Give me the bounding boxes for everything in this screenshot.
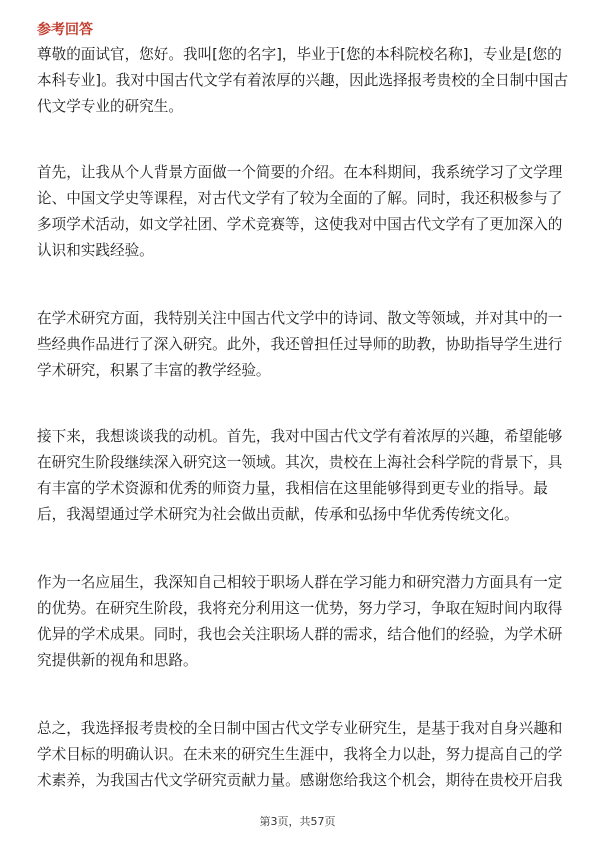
paragraph-line: 在学术研究方面，我特别关注中国古代文学中的诗词、散文等领域，并对其中的一 (37, 310, 563, 327)
paragraph-line: 优异的学术成果。同时，我也会关注职场人群的需求，结合他们的经验，为学术研 (37, 626, 563, 643)
paragraph-advantage (37, 570, 562, 674)
paragraph-line: 些经典作品进行了深入研究。此外，我还曾担任过导师的助教，协助指导学生进行 (37, 336, 563, 353)
paragraph-line: 认识和实践经验。 (37, 242, 154, 259)
paragraph-line: 论、中国文学史等课程，对古代文学有了较为全面的了解。同时，我还积极参与了 (37, 190, 563, 207)
paragraph-line: 术素养，为我国古代文学研究贡献力量。感谢您给我这个机会，期待在贵校开启我 (37, 772, 563, 789)
paragraph-motivation (37, 424, 562, 528)
section-heading: 参考回答 (37, 22, 93, 38)
paragraph-line: 究提供新的视角和思路。 (37, 652, 198, 669)
paragraph-line: 首先，让我从个人背景方面做一个简要的介绍。在本科期间，我系统学习了文学理 (37, 164, 563, 181)
paragraph-line: 学术目标的明确认识。在未来的研究生生涯中，我将全力以赴，努力提高自己的学 (37, 746, 563, 763)
paragraph-line: 后，我渴望通过学术研究为社会做出贡献，传承和弘扬中华优秀传统文化。 (37, 506, 519, 523)
paragraph-introduction (37, 42, 568, 120)
paragraph-line: 有丰富的学术资源和优秀的师资力量，我相信在这里能够得到更专业的指导。最 (37, 480, 548, 497)
paragraph-line: 接下来，我想谈谈我的动机。首先，我对中国古代文学有着浓厚的兴趣，希望能够 (37, 428, 563, 445)
paragraph-line: 的优势。在研究生阶段，我将充分利用这一优势，努力学习，争取在短时间内取得 (37, 600, 563, 617)
paragraph-line: 尊敬的面试官，您好。我叫[您的名字]，毕业于[您的本科院校名称]，专业是[您的 (37, 46, 562, 63)
paragraph-line: 学术研究，积累了丰富的教学经验。 (37, 362, 271, 379)
paragraph-line: 本科专业]。我对中国古代文学有着浓厚的兴趣，因此选择报考贵校的全日制中国古 (37, 72, 569, 89)
paragraph-research (37, 306, 562, 384)
paragraph-background (37, 160, 562, 264)
paragraph-line: 代文学专业的研究生。 (37, 98, 183, 115)
paragraph-line: 多项学术活动，如文学社团、学术竞赛等，这使我对中国古代文学有了更加深入的 (37, 216, 563, 233)
paragraph-conclusion (37, 716, 562, 794)
paragraph-line: 作为一名应届生，我深知自己相较于职场人群在学习能力和研究潜力方面具有一定 (37, 574, 563, 591)
paragraph-line: 在研究生阶段继续深入研究这一领域。其次，贵校在上海社会科学院的背景下，具 (37, 454, 563, 471)
page-number: 第3页，共57页 (259, 815, 336, 828)
paragraph-line: 总之，我选择报考贵校的全日制中国古代文学专业研究生，是基于我对自身兴趣和 (37, 720, 563, 737)
